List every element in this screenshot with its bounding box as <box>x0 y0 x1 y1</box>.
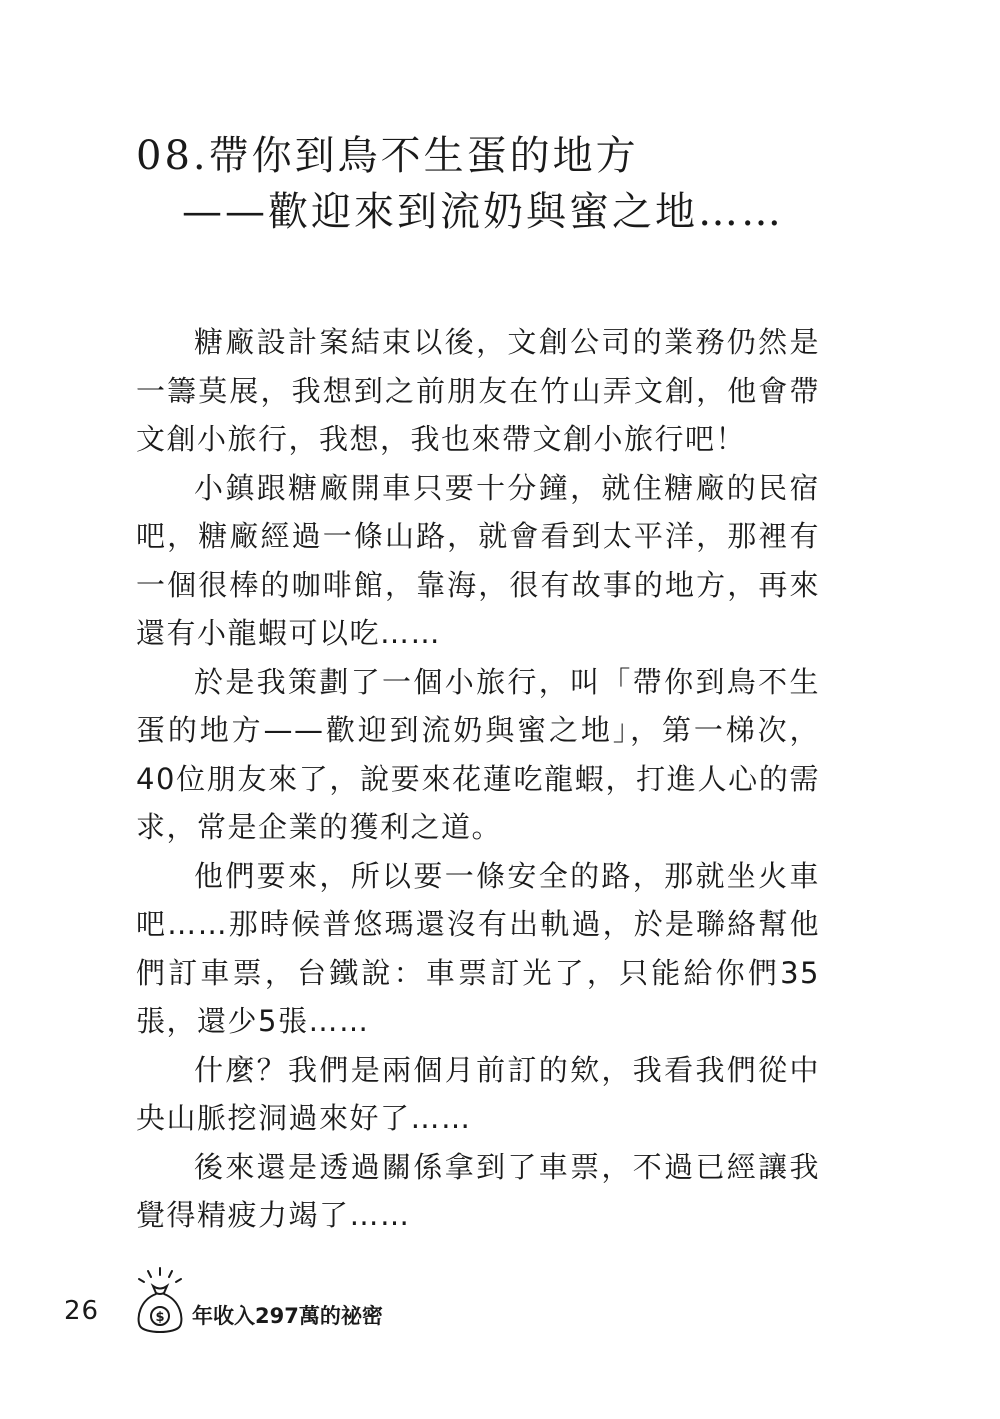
paragraph: 糖廠設計案結束以後，文創公司的業務仍然是一籌莫展，我想到之前朋友在竹山弄文創，他會帶文創小旅行，我想，我也來帶文創小旅行吧！ <box>136 325 820 456</box>
paragraph: 小鎮跟糖廠開車只要十分鐘，就住糖廠的民宿吧，糖廠經過一條山路，就會看到太平洋，那裡有一個很棒的咖啡館，靠海，很有故事的地方，再來還有小龍蝦可以吃…… <box>136 470 820 650</box>
money-bag-icon <box>128 1262 192 1342</box>
paragraph: 什麼？我們是兩個月前訂的欸，我看我們從中央山脈挖洞過來好了…… <box>136 1052 820 1135</box>
paragraph: 於是我策劃了一個小旅行，叫「帶你到鳥不生蛋的地方——歡迎到流奶與蜜之地」，第一梯次，40位朋友來了，說要來花蓮吃龍蝦，打進人心的需求，常是企業的獲利之道。 <box>136 664 820 844</box>
svg-text:$: $ <box>155 1310 165 1325</box>
paragraph: 他們要來，所以要一條安全的路，那就坐火車吧……那時候普悠瑪還沒有出軌過，於是聯絡幫他們訂車票，台鐵說：車票訂光了，只能給你們35張，還少5張…… <box>136 858 820 1038</box>
paragraph: 後來還是透過關係拿到了車票，不過已經讓我覺得精疲力竭了…… <box>136 1149 820 1232</box>
page-number: 26 <box>64 1296 100 1326</box>
body-text <box>136 318 820 1240</box>
book-title: 年收入297萬的祕密 <box>192 1304 383 1328</box>
chapter-title: 08.帶你到鳥不生蛋的地方 <box>136 133 639 179</box>
chapter-heading <box>136 128 784 240</box>
chapter-subtitle: ——歡迎來到流奶與蜜之地…… <box>182 189 784 235</box>
page-footer <box>64 1262 464 1342</box>
